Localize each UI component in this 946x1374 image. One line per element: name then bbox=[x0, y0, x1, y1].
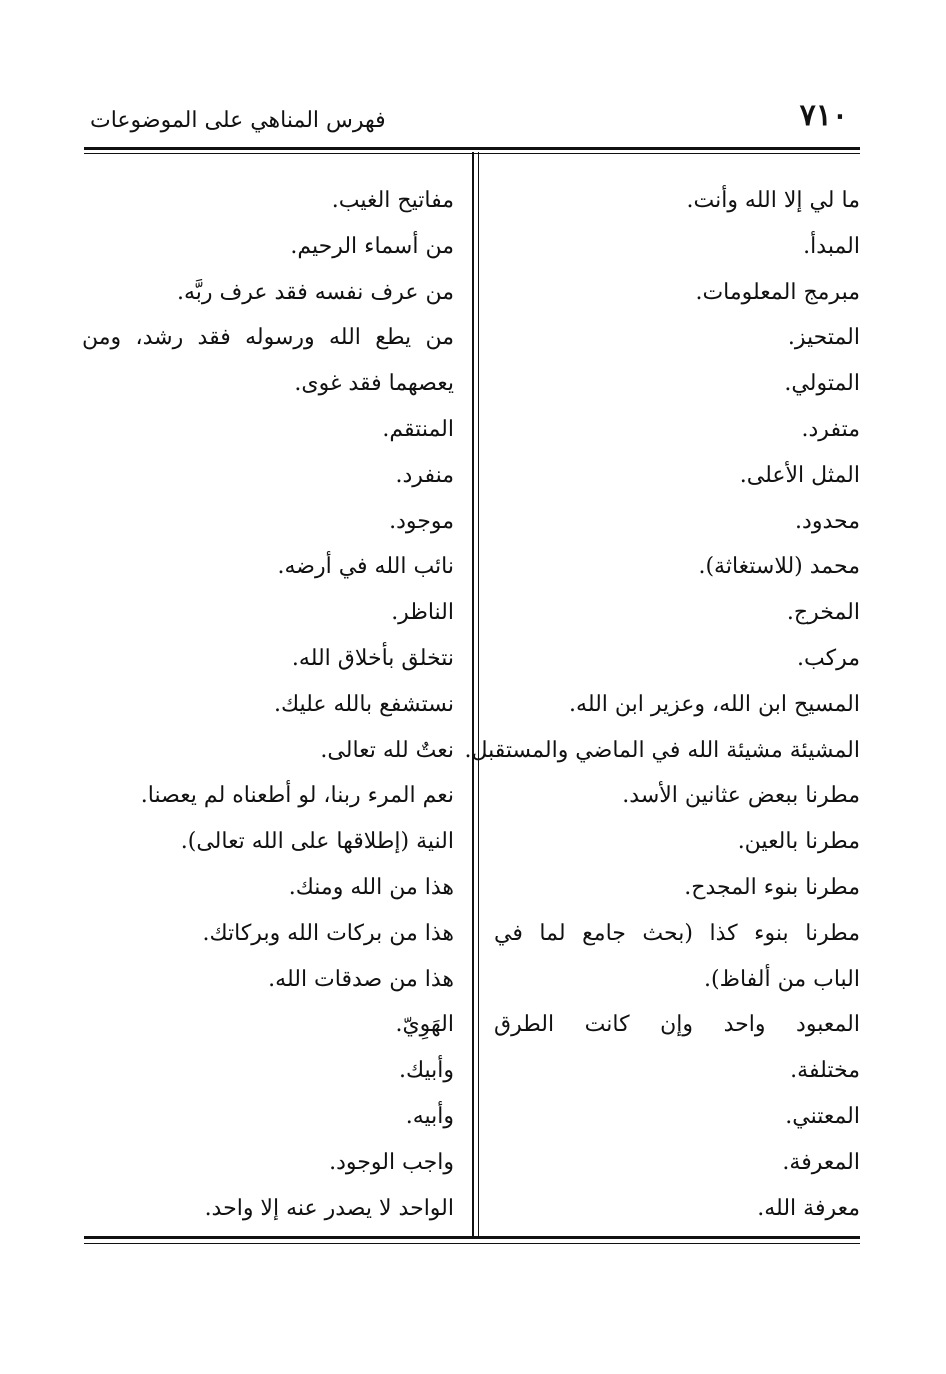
index-entry: متفرد. bbox=[801, 416, 860, 442]
index-entry: مطرنا بالعين. bbox=[737, 829, 860, 855]
index-entry: المعبود واحد وإن كانت الطرق bbox=[494, 1012, 860, 1038]
index-entry: من يطع الله ورسوله فقد رشد، ومن bbox=[82, 325, 454, 351]
index-entry: المبدأ. bbox=[803, 233, 860, 259]
index-entry: وأبيك. bbox=[398, 1058, 454, 1084]
index-entry: المثل الأعلى. bbox=[739, 462, 860, 488]
index-entry: منفرد. bbox=[395, 462, 454, 488]
index-column-left bbox=[82, 178, 454, 1231]
index-entry: مركب. bbox=[797, 645, 860, 671]
index-entry: مطرنا بنوء المجدح. bbox=[684, 874, 860, 900]
index-entry: النية (إطلاقها على الله تعالى). bbox=[180, 829, 454, 855]
index-entry: الواحد لا يصدر عنه إلا واحد. bbox=[204, 1195, 454, 1221]
index-entry: المعتني. bbox=[785, 1103, 860, 1129]
index-entry: نستشفع بالله عليك. bbox=[273, 691, 454, 717]
index-entry: مبرمج المعلومات. bbox=[695, 279, 860, 305]
index-entry: الناظر. bbox=[391, 600, 454, 626]
index-entry: محمد (للاستغاثة). bbox=[698, 554, 860, 580]
index-entry: من عرف نفسه فقد عرف ربَّه. bbox=[176, 279, 454, 305]
index-entry: المشيئة مشيئة الله في الماضي والمستقبل. bbox=[464, 737, 860, 763]
index-entry: محدود. bbox=[795, 508, 860, 534]
index-list-right bbox=[464, 178, 860, 1231]
index-entry: واجب الوجود. bbox=[329, 1149, 454, 1175]
index-entry: المخرج. bbox=[786, 600, 860, 626]
index-entry: نعتٌ لله تعالى. bbox=[320, 737, 454, 763]
page-number: ٧١٠ bbox=[799, 98, 848, 133]
index-entry-continuation: مختلفة. bbox=[790, 1058, 860, 1084]
running-title: فهرس المناهي على الموضوعات bbox=[90, 108, 386, 133]
index-entry: هذا من بركات الله وبركاتك. bbox=[202, 920, 454, 946]
index-entry: من أسماء الرحيم. bbox=[290, 233, 454, 259]
column-divider bbox=[472, 152, 474, 1238]
index-list-left bbox=[82, 178, 454, 1231]
index-entry: هذا من صدقات الله. bbox=[268, 966, 454, 992]
index-entry: وأبيه. bbox=[405, 1103, 454, 1129]
index-entry: مطرنا ببعض عثانين الأسد. bbox=[622, 783, 860, 809]
index-entry: المعرفة. bbox=[782, 1149, 860, 1175]
column-divider-secondary bbox=[478, 152, 479, 1238]
index-entry: موجود. bbox=[389, 508, 454, 534]
index-entry-continuation: يعصهما فقد غوى. bbox=[294, 371, 454, 397]
index-entry: نائب الله في أرضه. bbox=[277, 554, 454, 580]
index-entry: هذا من الله ومنك. bbox=[288, 874, 454, 900]
footer-rule-thin bbox=[84, 1243, 860, 1244]
index-entry: المنتقم. bbox=[382, 416, 454, 442]
index-entry: مطرنا بنوء كذا (بحث جامع لما في bbox=[494, 920, 860, 946]
index-entry: معرفة الله. bbox=[757, 1195, 860, 1221]
index-entry: ما لي إلا الله وأنت. bbox=[686, 188, 860, 213]
page-header bbox=[86, 98, 856, 142]
index-entry: المتحيز. bbox=[787, 325, 860, 351]
index-entry: نتخلق بأخلاق الله. bbox=[291, 645, 454, 671]
index-entry: المسيح ابن الله، وعزير ابن الله. bbox=[569, 691, 860, 717]
index-entry: الهَوِيّ. bbox=[395, 1012, 454, 1038]
index-entry-continuation: الباب من ألفاظ). bbox=[704, 966, 860, 992]
index-entry: المتولي. bbox=[784, 371, 860, 397]
footer-rule-thick bbox=[84, 1236, 860, 1239]
index-entry: مفاتيح الغيب. bbox=[331, 188, 454, 213]
index-entry: نعم المرء ربنا، لو أطعناه لم يعصنا. bbox=[140, 783, 454, 809]
index-column-right bbox=[464, 178, 860, 1231]
header-rule-thick bbox=[84, 147, 860, 150]
